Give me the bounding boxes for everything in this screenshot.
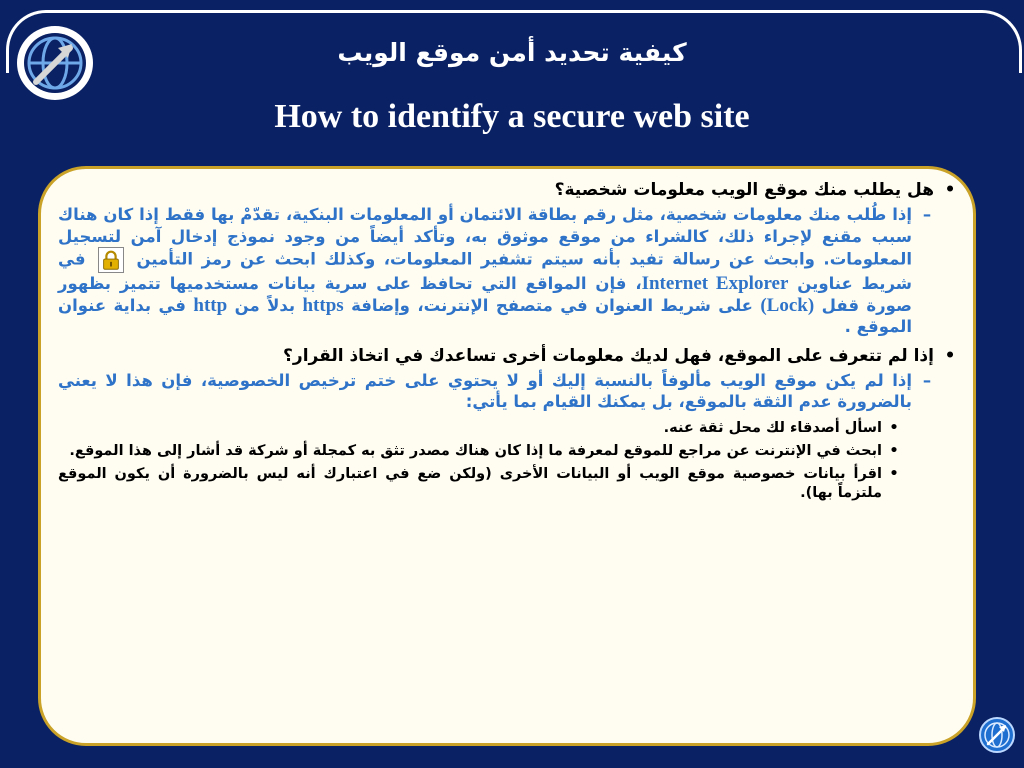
padlock-icon bbox=[98, 247, 124, 273]
bullet-marker: • bbox=[944, 180, 956, 200]
sub-text-part-4: على شريط العنوان في متصفح الإنترنت، وإضافة bbox=[351, 295, 753, 315]
ie-name: Internet Explorer bbox=[641, 273, 789, 294]
list-item-text: اقرأ بيانات خصوصية موقع الويب أو البيانات الأخرى (ولكن ضع في اعتبارك أنه ليس بالضرورة أن يكون الموقع ملتزماً بها). bbox=[58, 465, 882, 501]
lock-term: (Lock) bbox=[760, 294, 815, 316]
bullet-text: إذا لم تتعرف على الموقع، فهل لديك معلومات أخرى تساعدك في اتخاذ القرار؟ bbox=[283, 345, 934, 366]
bullet-marker: • bbox=[944, 345, 956, 366]
list-item-text: ابحث في الإنترنت عن مراجع للموقع لمعرفة ما إذا كان هناك مصدر تثق به كمجلة أو شركة قد أشار إلى هذا الموقع. bbox=[69, 442, 882, 459]
list-item-text: اسأل أصدقاء لك محل ثقة عنه. bbox=[663, 419, 882, 436]
sub-text-part-1: إذا طُلب منك معلومات شخصية، مثل رقم بطاقة الائتمان أو المعلومات البنكية، تقدّمْ بها فقط إذا كان هناك سبب مقنع لإجراء ذلك، كالشراء من موقع موثوق به، وتأكد أيضاً من وجود نموذج إدخال آمن لتسجيل المعلومات. وابحث عن رسالة تفيد بأنه سيتم تشفير المعلومات، وكذلك ابحث عن رمز التأمين bbox=[58, 205, 912, 269]
globe-corner-icon bbox=[978, 716, 1016, 754]
https-term: https bbox=[302, 294, 344, 316]
http-term: http bbox=[193, 294, 228, 316]
bullet-personal-info bbox=[58, 178, 966, 202]
list-marker: • bbox=[889, 442, 899, 459]
sub-bullet-text bbox=[58, 204, 912, 338]
list-item bbox=[58, 442, 906, 461]
sub-bullet-personal-info bbox=[58, 204, 942, 338]
list-marker: • bbox=[889, 465, 899, 482]
sub-text-part-5: بدلاً من bbox=[234, 295, 296, 315]
sub-text-part-6: في بداية عنوان الموقع . bbox=[58, 295, 912, 336]
page-title-arabic: كيفية تحديد أمن موقع الويب bbox=[337, 38, 687, 67]
sub-text-part-3: ، فإن المواقع التي تحافظ على سرية بيانات مستخدميها تتميز بظهور صورة قفل bbox=[58, 274, 912, 315]
dash-marker: – bbox=[922, 370, 932, 390]
sub-bullet-text: إذا لم يكن موقع الويب مألوفاً بالنسبة إليك أو لا يحتوي على ختم ترخيص الخصوصية، فإن هذا لا يعني بالضرورة عدم الثقة بالموقع، بل يمكنك القيام بما يأتي: bbox=[58, 370, 912, 411]
page-title-english: How to identify a secure web site bbox=[274, 98, 750, 135]
list-item bbox=[58, 419, 906, 438]
sub-text-part-2: في شريط عناوين bbox=[58, 249, 912, 293]
list-marker: • bbox=[889, 419, 899, 436]
bullet-text: هل يطلب منك موقع الويب معلومات شخصية؟ bbox=[554, 180, 934, 200]
list-item bbox=[58, 465, 906, 503]
content-body bbox=[58, 178, 966, 507]
sub-bullet-unknown-site bbox=[58, 370, 942, 413]
bullet-unknown-site bbox=[58, 344, 966, 368]
dash-marker: – bbox=[922, 205, 932, 224]
